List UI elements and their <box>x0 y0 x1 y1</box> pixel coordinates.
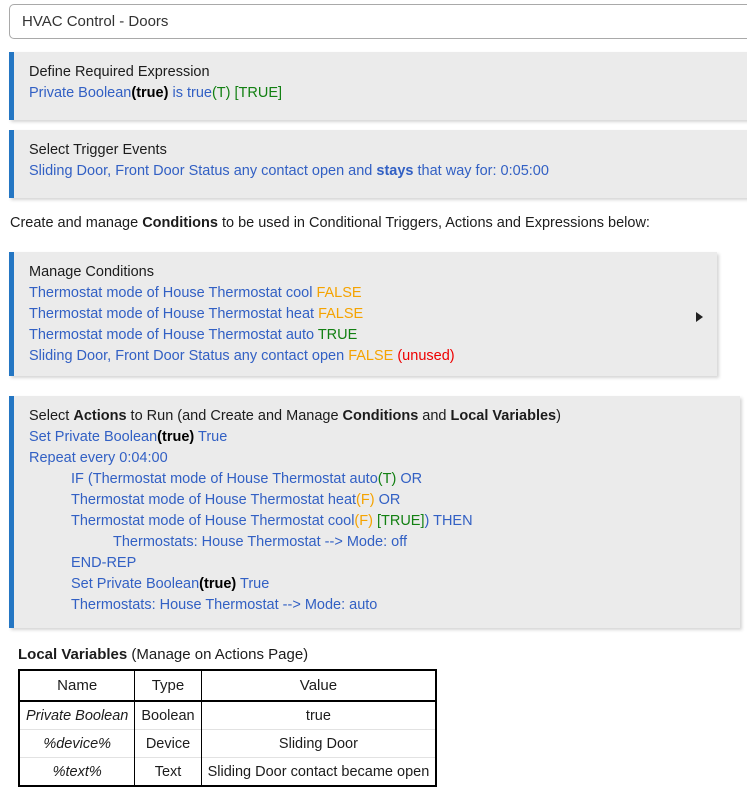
select-trigger-events-card[interactable] <box>9 130 747 198</box>
expression-variable-value: (true) <box>131 85 169 101</box>
expression-variable: Private Boolean <box>29 85 132 101</box>
expression-eval-flag: (T) <box>211 85 231 101</box>
action-part: Set Private Boolean <box>29 429 158 445</box>
conditions-card-header: Manage Conditions <box>29 264 154 280</box>
expression-statement[interactable] <box>29 83 747 104</box>
action-line[interactable] <box>29 532 726 553</box>
local-variables-title <box>18 646 308 663</box>
define-required-expression-card[interactable] <box>9 52 747 120</box>
cell-name: Private Boolean <box>19 701 135 730</box>
column-header-value: Value <box>201 670 436 701</box>
action-part: (true) <box>157 429 195 445</box>
action-line[interactable] <box>29 553 726 574</box>
expression-card-header: Define Required Expression <box>29 64 210 80</box>
action-line[interactable] <box>29 427 726 448</box>
action-part: Thermostat mode of House Thermostat heat <box>71 492 357 508</box>
actions-header-actions: Actions <box>73 408 127 424</box>
action-part: (F) <box>354 513 373 529</box>
table-row[interactable] <box>19 730 436 758</box>
condition-value: TRUE <box>317 327 358 343</box>
conditions-intro-b: to be used in Conditional Triggers, Actions and Expressions below: <box>217 215 650 231</box>
condition-row[interactable] <box>29 325 703 346</box>
table-row[interactable] <box>19 758 436 787</box>
action-part: True <box>236 576 270 592</box>
condition-label: Thermostat mode of House Thermostat cool <box>29 285 317 301</box>
expression-comparator: is true <box>168 85 212 101</box>
action-part: END-REP <box>71 555 137 571</box>
action-part: Thermostats: House Thermostat --> Mode: off <box>113 534 408 550</box>
rule-title-input[interactable] <box>9 4 747 39</box>
local-variables-table <box>18 669 437 787</box>
condition-label: Thermostat mode of House Thermostat auto <box>29 327 318 343</box>
action-line[interactable] <box>29 511 726 532</box>
action-part: (F) <box>356 492 375 508</box>
cell-type: Text <box>135 758 201 787</box>
trigger-card-header: Select Trigger Events <box>29 142 167 158</box>
action-line[interactable] <box>29 595 726 616</box>
cell-name: %text% <box>19 758 135 787</box>
condition-value: FALSE <box>318 306 364 322</box>
column-header-name: Name <box>19 670 135 701</box>
action-part: IF (Thermostat mode of House Thermostat auto <box>71 471 378 487</box>
conditions-intro-a: Create and manage <box>10 215 143 231</box>
action-line[interactable] <box>29 469 726 490</box>
actions-header-local-variables: Local Variables <box>450 408 557 424</box>
trigger-text-stays: stays <box>376 163 414 179</box>
actions-card-header <box>29 405 726 427</box>
actions-header-b: to Run (and Create and Manage <box>126 408 343 424</box>
action-part: [TRUE] <box>376 513 425 529</box>
trigger-text-b: that way for: 0:05:00 <box>413 163 549 179</box>
action-part: Set Private Boolean <box>71 576 200 592</box>
local-variables-title-bold: Local Variables <box>18 646 128 663</box>
cell-type: Device <box>135 730 201 758</box>
action-part: ) THEN <box>424 513 473 529</box>
action-part: OR <box>396 471 423 487</box>
action-part: Repeat every 0:04:00 <box>29 450 168 466</box>
condition-row[interactable] <box>29 283 703 304</box>
cell-value: true <box>305 707 331 724</box>
cell-name: %device% <box>19 730 135 758</box>
expression-result: [TRUE] <box>230 85 283 101</box>
cell-value: Sliding Door contact became open <box>201 758 436 787</box>
actions-header-d: ) <box>556 408 561 424</box>
condition-value: FALSE <box>348 348 394 364</box>
actions-header-conditions: Conditions <box>342 408 419 424</box>
action-part: Thermostat mode of House Thermostat cool <box>71 513 355 529</box>
trigger-statement[interactable] <box>29 161 747 182</box>
local-variables-title-rest: (Manage on Actions Page) <box>127 646 309 663</box>
table-header-row <box>19 670 436 701</box>
action-line[interactable] <box>29 448 726 469</box>
condition-note: (unused) <box>393 348 455 364</box>
manage-conditions-card[interactable] <box>9 252 717 376</box>
rule-title-field-wrapper <box>9 4 747 39</box>
conditions-intro-text <box>10 215 650 231</box>
action-part: True <box>194 429 228 445</box>
condition-label: Sliding Door, Front Door Status any contact open <box>29 348 349 364</box>
action-line[interactable] <box>29 574 726 595</box>
action-part: (true) <box>199 576 237 592</box>
condition-row[interactable] <box>29 304 703 325</box>
table-row[interactable] <box>19 701 436 730</box>
condition-row[interactable] <box>29 346 703 367</box>
actions-header-a: Select <box>29 408 74 424</box>
trigger-text-a: Sliding Door, Front Door Status any contact open and <box>29 163 377 179</box>
action-line[interactable] <box>29 490 726 511</box>
conditions-intro-bold: Conditions <box>142 215 218 231</box>
action-part: (T) <box>377 471 397 487</box>
cell-value: Sliding Door <box>201 730 436 758</box>
select-actions-card[interactable] <box>9 396 740 628</box>
condition-value: FALSE <box>316 285 362 301</box>
action-part: OR <box>374 492 401 508</box>
cell-type: Boolean <box>135 701 201 730</box>
actions-header-c: and <box>418 408 451 424</box>
column-header-type: Type <box>135 670 201 701</box>
right-triangle-icon[interactable] <box>696 312 703 322</box>
condition-label: Thermostat mode of House Thermostat heat <box>29 306 319 322</box>
action-part: Thermostats: House Thermostat --> Mode: auto <box>71 597 378 613</box>
